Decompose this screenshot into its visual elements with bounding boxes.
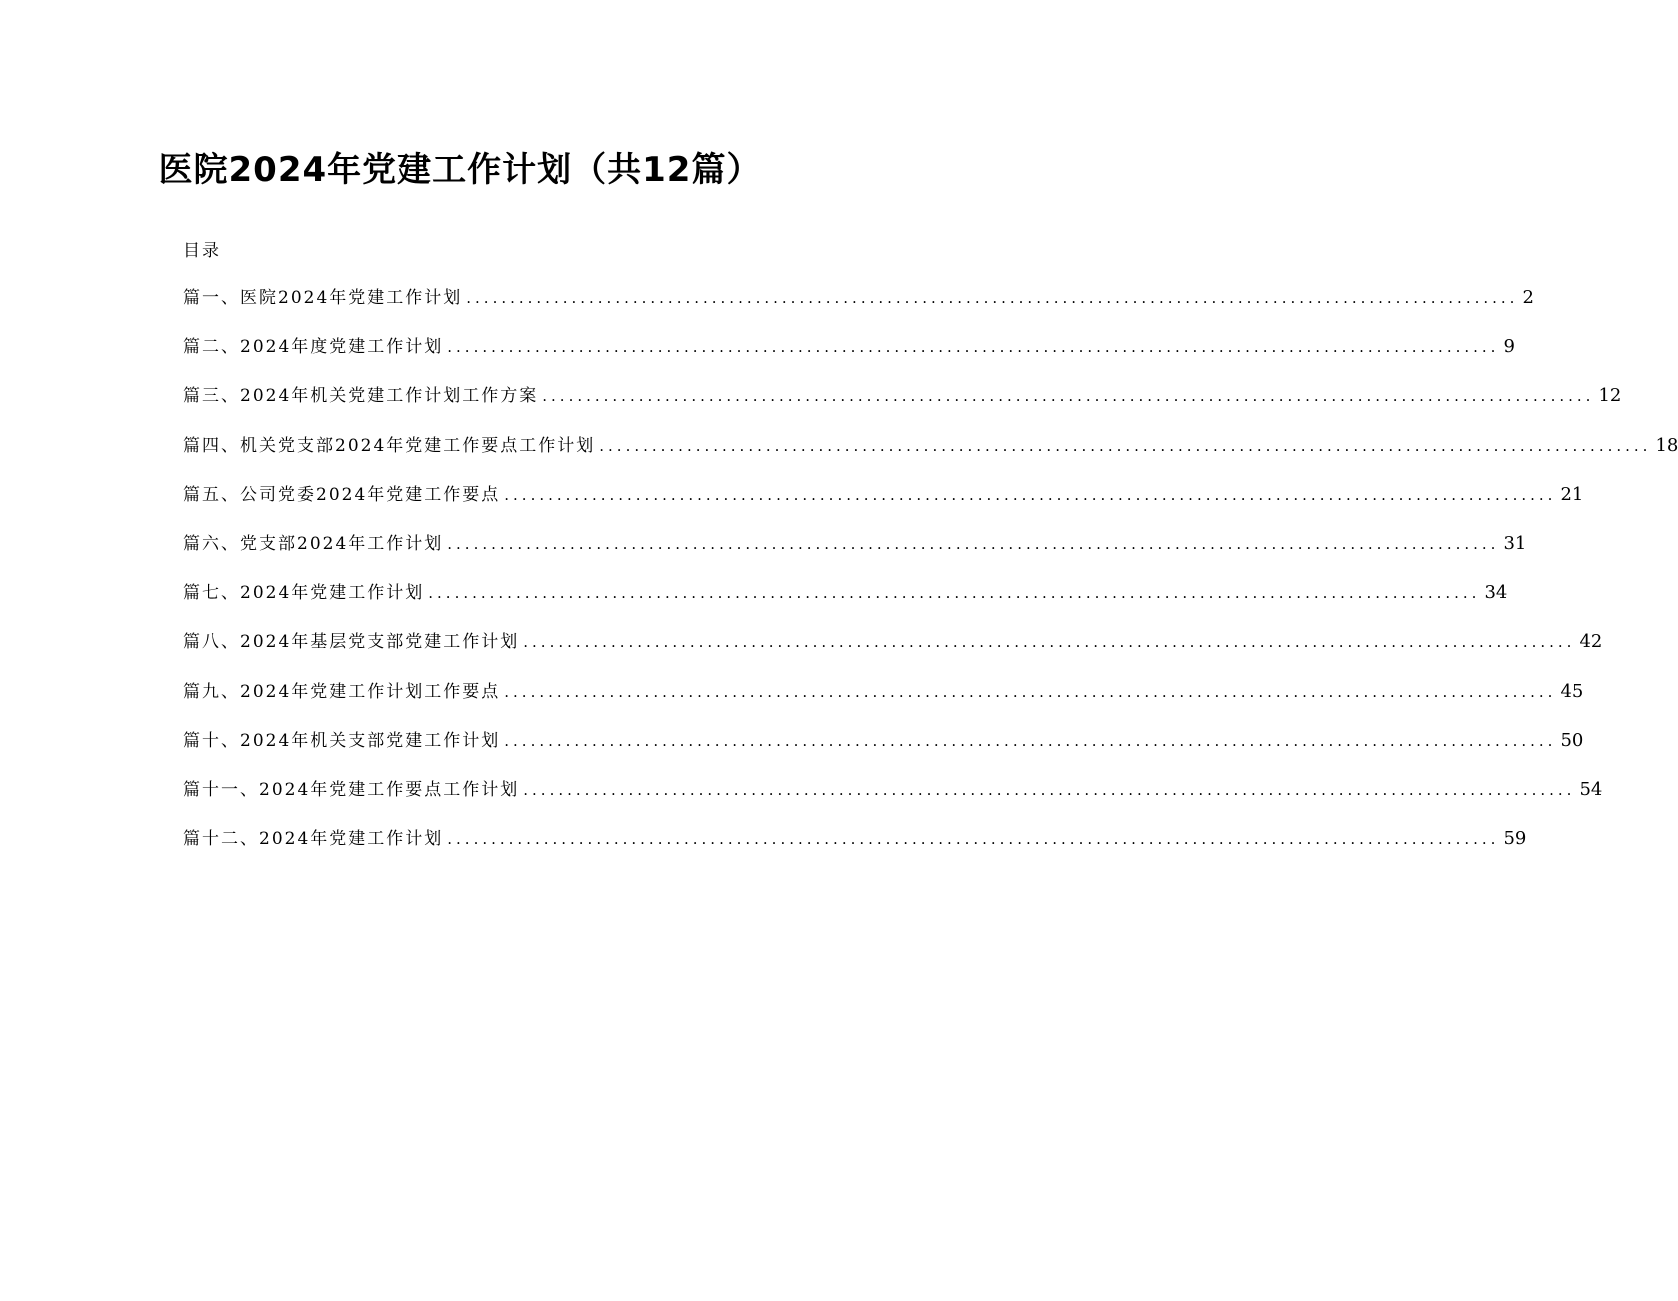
toc-entry-title: 篇四、机关党支部2024年党建工作要点工作计划 <box>183 435 596 456</box>
toc-entry-title: 篇六、党支部2024年工作计划 <box>183 533 444 554</box>
toc-entry-title: 篇七、2024年党建工作计划 <box>183 583 425 604</box>
toc-entry-title: 篇十一、2024年党建工作要点工作计划 <box>183 779 520 800</box>
toc-page-number: 18 <box>1655 434 1678 456</box>
toc-dot-leader: ........................................................................................................................ <box>542 387 1595 406</box>
toc-page-number: 45 <box>1560 680 1584 702</box>
toc-entry[interactable] <box>183 627 1603 676</box>
toc-entry[interactable] <box>183 283 1534 332</box>
toc-dot-leader: ........................................................................................................................ <box>504 682 1557 701</box>
table-of-contents <box>183 283 1678 873</box>
toc-page-number: 59 <box>1503 828 1527 850</box>
toc-entry-title: 篇二、2024年度党建工作计划 <box>183 337 444 358</box>
toc-page-number: 42 <box>1579 631 1603 653</box>
toc-entry-title: 篇八、2024年基层党支部党建工作计划 <box>183 632 520 653</box>
toc-entry-title: 篇一、医院2024年党建工作计划 <box>183 288 463 308</box>
toc-dot-leader: ........................................................................................................................ <box>523 633 1576 652</box>
toc-entry-title: 篇十二、2024年党建工作计划 <box>183 829 444 850</box>
toc-entry[interactable] <box>183 431 1678 480</box>
toc-page-number: 9 <box>1503 336 1515 358</box>
toc-dot-leader: ........................................................................................................................ <box>447 534 1500 553</box>
toc-dot-leader: ........................................................................................................................ <box>504 485 1557 504</box>
toc-page-number: 50 <box>1560 729 1584 751</box>
toc-entry[interactable] <box>183 480 1584 529</box>
toc-dot-leader: ........................................................................................................................ <box>447 830 1500 849</box>
toc-page-number: 2 <box>1522 287 1534 308</box>
toc-entry[interactable] <box>183 677 1584 726</box>
toc-entry[interactable] <box>183 726 1584 775</box>
toc-dot-leader: ........................................................................................................................ <box>599 436 1652 455</box>
toc-dot-leader: ........................................................................................................................ <box>523 780 1576 799</box>
toc-entry-title: 篇九、2024年党建工作计划工作要点 <box>183 681 501 702</box>
toc-heading: 目录 <box>183 241 221 261</box>
toc-dot-leader: ........................................................................................................................ <box>504 731 1557 750</box>
toc-dot-leader: ........................................................................................................................ <box>447 338 1500 357</box>
toc-page-number: 21 <box>1560 483 1584 505</box>
toc-entry[interactable] <box>183 824 1527 873</box>
toc-entry-title: 篇十、2024年机关支部党建工作计划 <box>183 730 501 751</box>
toc-entry[interactable] <box>183 381 1622 430</box>
toc-entry-title: 篇五、公司党委2024年党建工作要点 <box>183 484 501 505</box>
toc-entry[interactable] <box>183 529 1527 578</box>
toc-page-number: 12 <box>1598 385 1622 407</box>
document-title: 医院2024年党建工作计划（共12篇） <box>158 150 762 190</box>
toc-dot-leader: ........................................................................................................................ <box>428 584 1481 603</box>
toc-dot-leader: ........................................................................................................................ <box>466 289 1519 307</box>
toc-page-number: 31 <box>1503 532 1527 554</box>
toc-page-number: 34 <box>1484 582 1508 604</box>
toc-entry[interactable] <box>183 578 1508 627</box>
toc-entry[interactable] <box>183 332 1515 381</box>
toc-entry[interactable] <box>183 775 1603 824</box>
toc-entry-title: 篇三、2024年机关党建工作计划工作方案 <box>183 386 539 407</box>
toc-page-number: 54 <box>1579 778 1603 800</box>
